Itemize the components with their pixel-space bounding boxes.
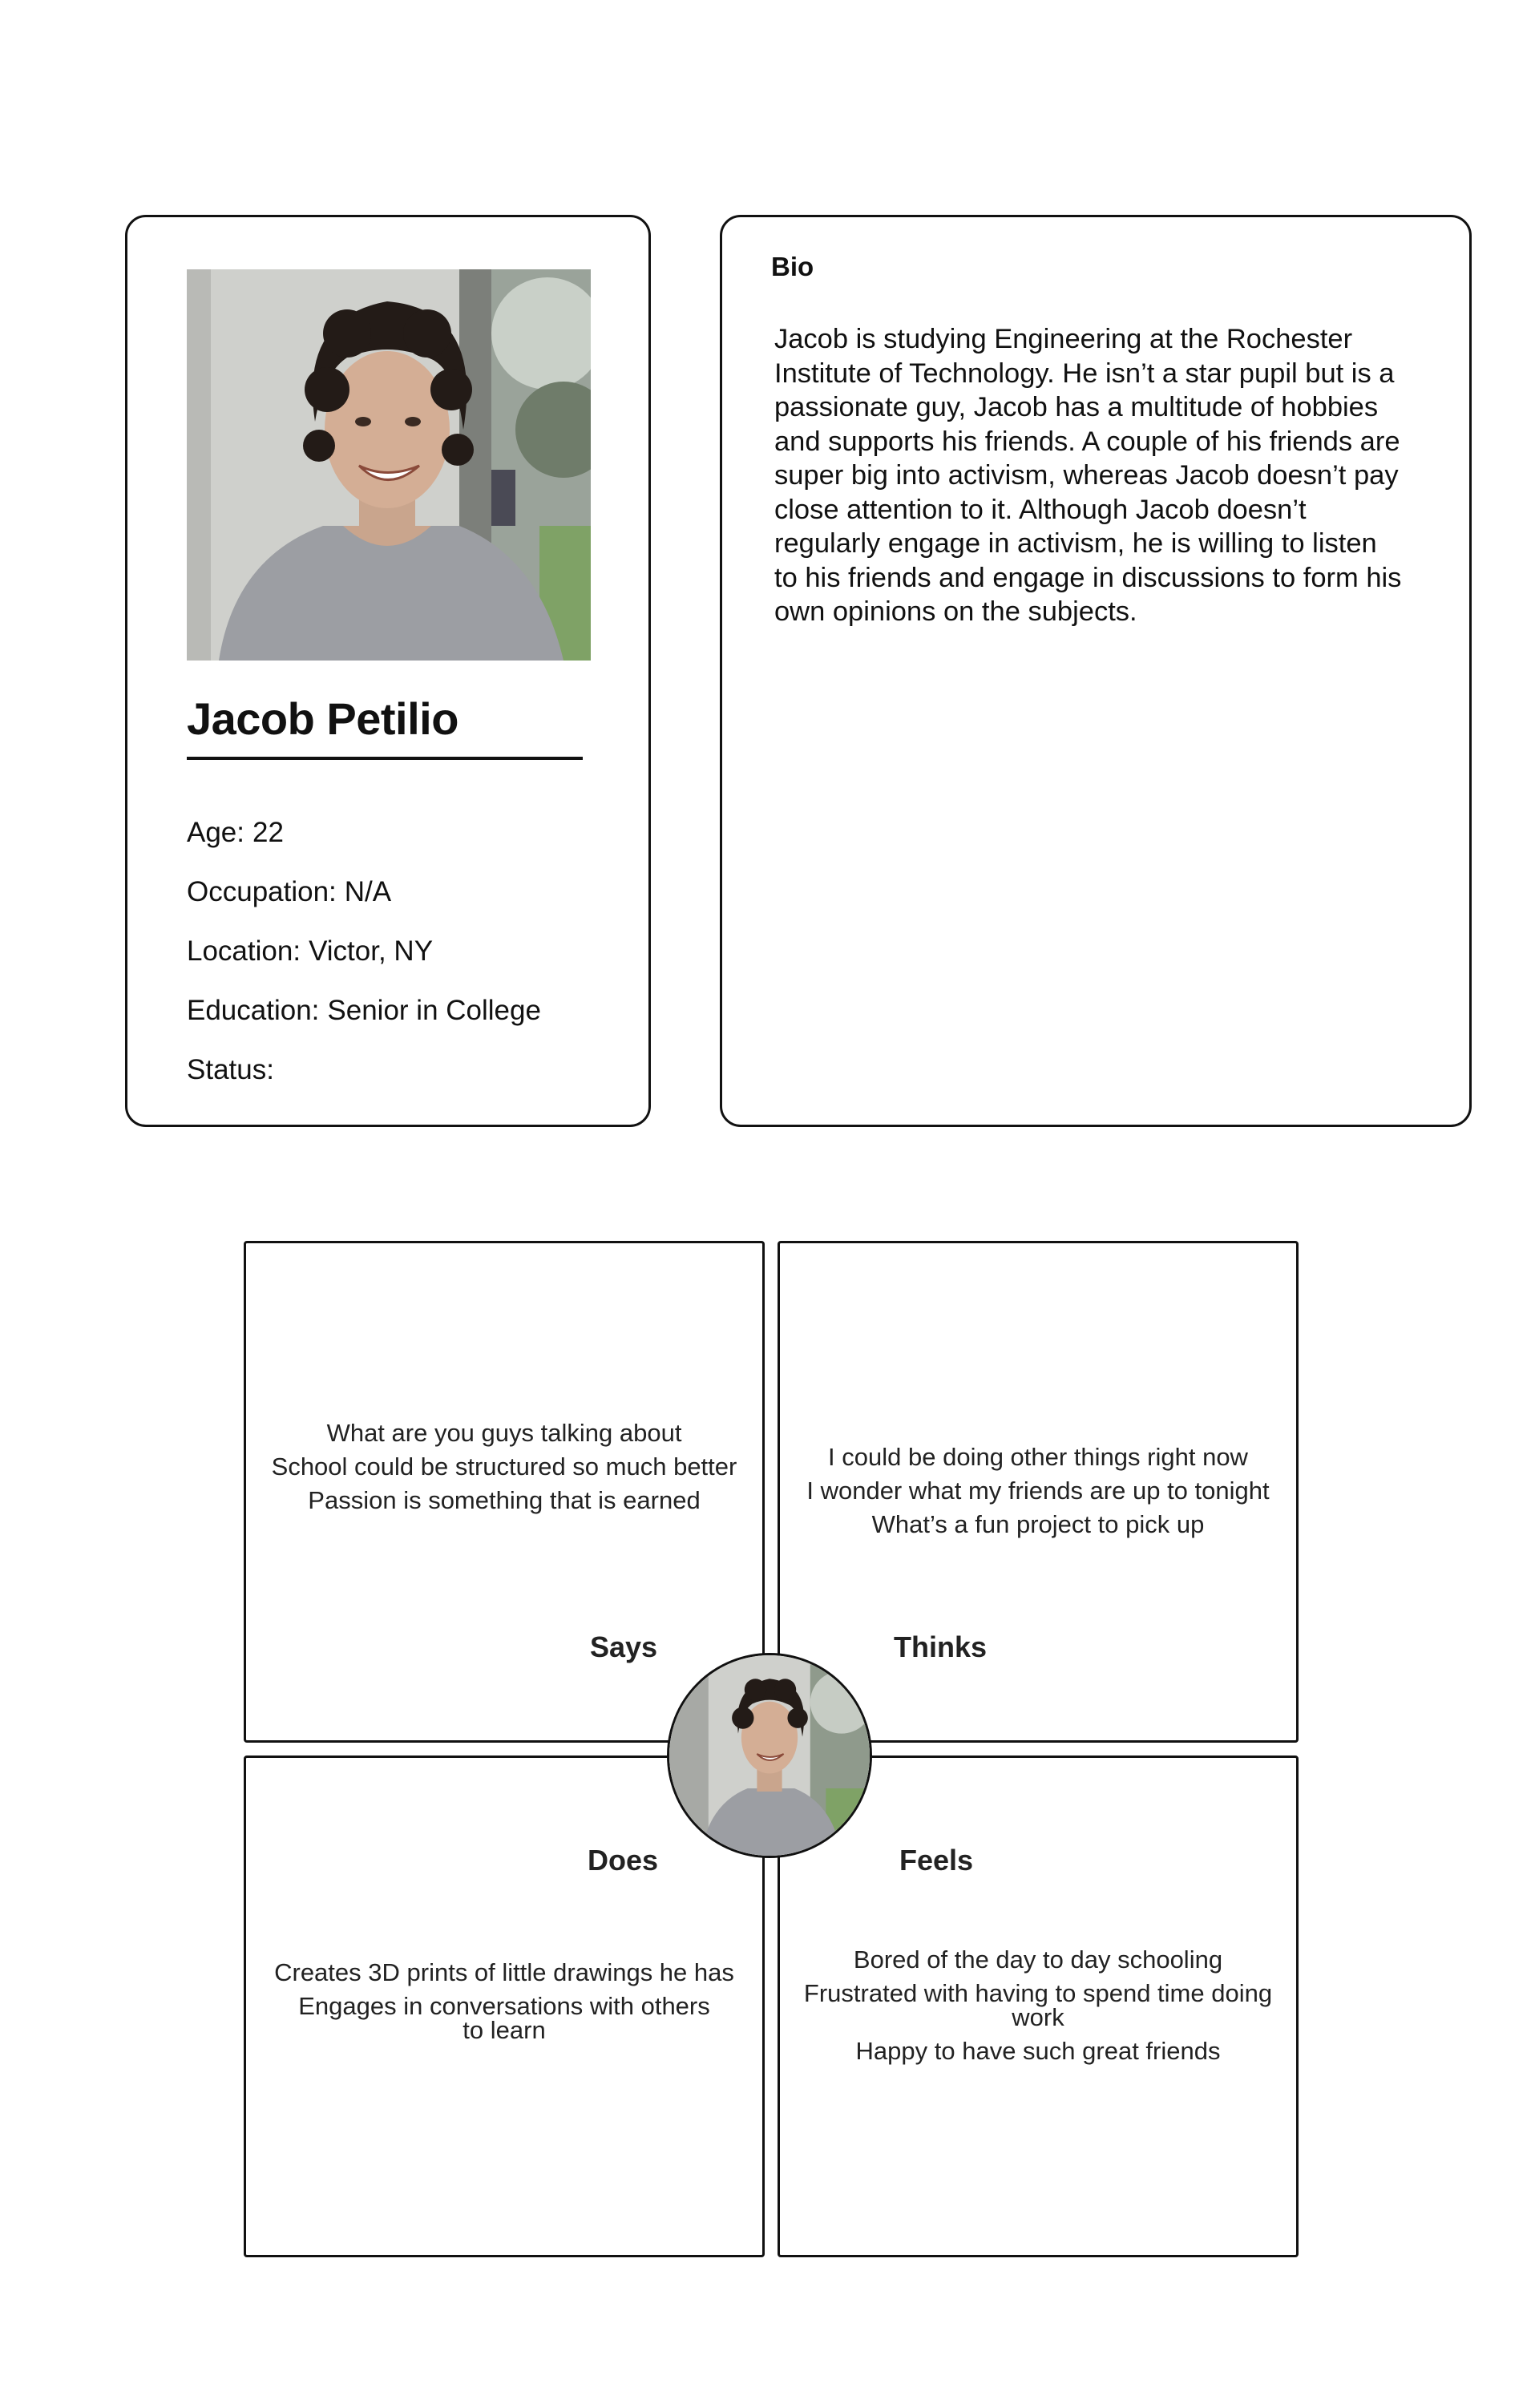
fact-status (187, 1053, 282, 1087)
list-item: What are you guys talking about (326, 1419, 682, 1447)
list-item: I could be doing other things right now (828, 1443, 1248, 1471)
fact-age (187, 816, 284, 850)
list-item: Passion is something that is earned (308, 1486, 701, 1514)
thinks-label: Thinks (894, 1630, 988, 1663)
center-avatar (667, 1653, 872, 1858)
fact-label: Occupation: (187, 876, 337, 907)
list-item: Bored of the day to day schooling (853, 1945, 1223, 1974)
profile-photo (187, 269, 591, 661)
fact-label: Location: (187, 935, 301, 967)
feels-label: Feels (899, 1844, 974, 1877)
thinks-list (778, 1445, 1299, 1546)
fact-education (187, 994, 541, 1028)
bio-heading: Bio (771, 252, 814, 281)
bio-text: Jacob is studying Engineering at the Rochester Institute of Technology. He isn’t a star pupil but is a passionate guy, Jacob has a multitude of hobbies and supports his friends. A couple of his friends are super big into activism, whereas Jacob doesn’t pay close attention to it. Although Jacob doesn’t regularly engage in activism, he is willing to listen to his friends and engage in discussions to form his own opinions on the subjects. (774, 324, 1402, 627)
says-list (244, 1421, 765, 1522)
list-item: What’s a fun project to pick up (871, 1510, 1205, 1538)
fact-value: Senior in College (327, 995, 541, 1026)
list-item: I wonder what my friends are up to tonight (806, 1477, 1270, 1505)
list-item: School could be structured so much better (271, 1452, 737, 1481)
list-item: Engages in conversations with others to learn (298, 1992, 710, 2044)
says-label: Says (590, 1630, 658, 1663)
fact-value: Victor, NY (309, 935, 434, 967)
feels-list (778, 1945, 1299, 2073)
fact-label: Age: (187, 817, 244, 848)
name-underline (187, 757, 583, 760)
person-avatar-icon (669, 1655, 870, 1856)
list-item: Happy to have such great friends (855, 2037, 1221, 2065)
persona-name: Jacob Petilio (187, 693, 458, 744)
fact-value: 22 (252, 817, 284, 848)
list-item: Creates 3D prints of little drawings he has (274, 1958, 734, 1986)
person-photo-icon (187, 269, 591, 661)
fact-value: N/A (344, 876, 392, 907)
fact-label: Education: (187, 995, 320, 1026)
fact-occupation (187, 875, 391, 909)
fact-location (187, 935, 433, 968)
fact-label: Status: (187, 1054, 274, 1085)
list-item: Frustrated with having to spend time doing work (803, 1979, 1273, 2031)
does-label: Does (588, 1844, 659, 1877)
does-list (244, 1958, 765, 2052)
